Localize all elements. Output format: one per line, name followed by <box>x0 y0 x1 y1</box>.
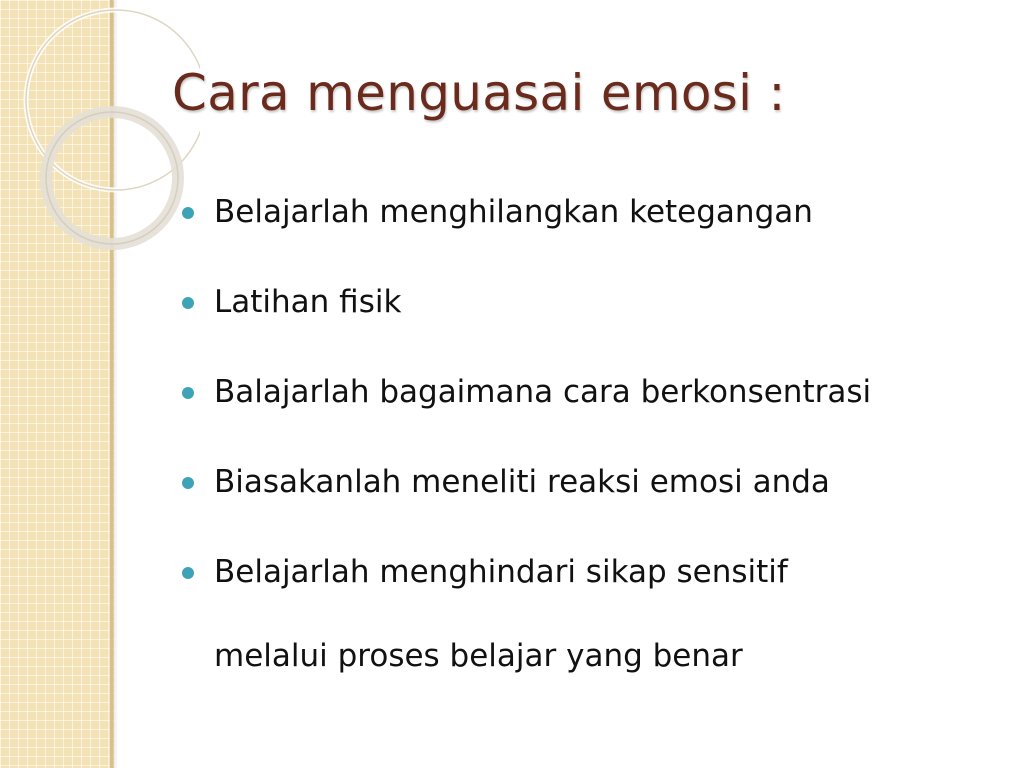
bullet-item <box>182 188 982 236</box>
bullet-item <box>182 278 982 326</box>
bullet-dot-icon <box>182 477 194 489</box>
bullet-dot-icon <box>182 207 194 219</box>
bullet-text: Biasakanlah meneliti reaksi emosi anda <box>214 464 830 500</box>
bullet-dot-icon <box>182 297 194 309</box>
slide-title: Cara menguasai emosi : <box>172 64 786 122</box>
bullet-list <box>182 188 982 740</box>
bullet-text: Latihan fisik <box>214 284 402 320</box>
bullet-dot-icon <box>182 387 194 399</box>
bullet-text: Belajarlah menghindari sikap sensitif melalui proses belajar yang benar <box>214 554 788 674</box>
bullet-text: Belajarlah menghilangkan ketegangan <box>214 194 813 230</box>
bullet-text: Balajarlah bagaimana cara berkonsentrasi <box>214 374 872 410</box>
decorative-circles <box>0 0 200 260</box>
bullet-item <box>182 530 894 698</box>
bullet-item <box>182 458 982 506</box>
bullet-item <box>182 368 982 416</box>
bullet-dot-icon <box>182 567 194 579</box>
